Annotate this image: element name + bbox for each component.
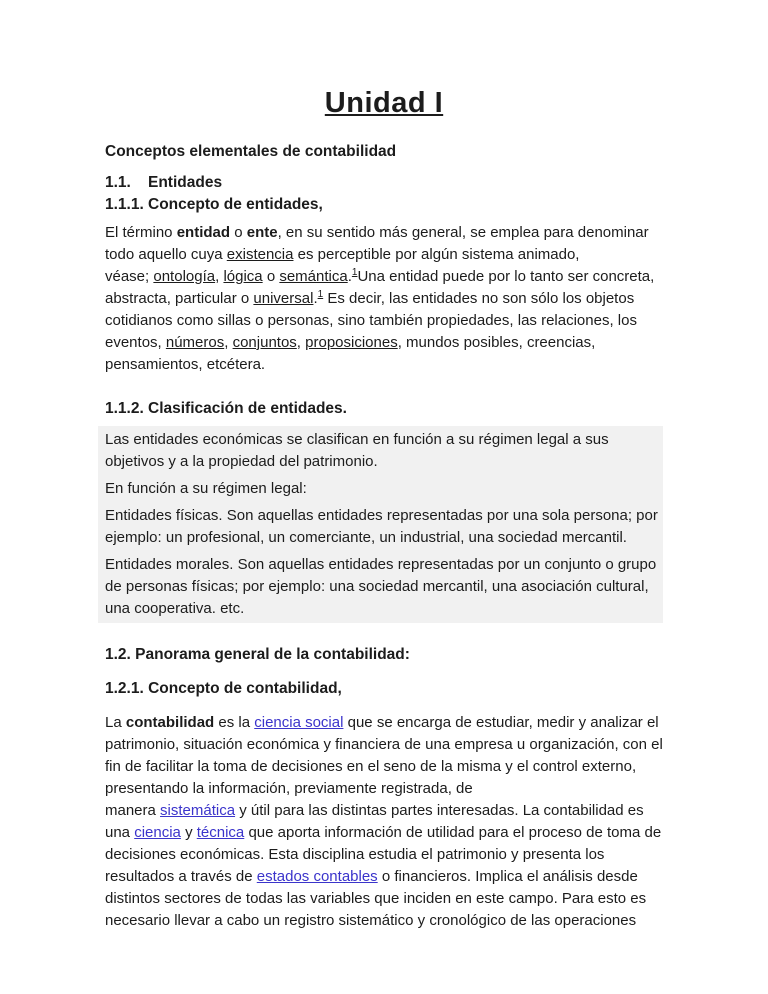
text-run: es perceptible por algún sistema animado, — [293, 246, 580, 263]
text-run: ontología — [153, 268, 216, 285]
text-run: universal — [253, 290, 314, 307]
footnote-marker: 1 — [317, 289, 324, 300]
highlight-paragraph-clasificacion — [105, 429, 663, 473]
text-run: entidad — [176, 224, 231, 241]
text-run: , — [224, 334, 233, 351]
text-run: 1.1.2. — [105, 400, 144, 417]
text-run: ente — [246, 224, 278, 241]
text-run: . — [347, 268, 352, 285]
text-link[interactable]: técnica — [196, 824, 245, 841]
text-run: o — [262, 268, 280, 285]
text-link[interactable]: ciencia — [134, 824, 181, 841]
heading-1-1-entidades — [105, 172, 663, 194]
text-run: véase; — [105, 268, 154, 285]
text-run: que se encarga de estudiar, medir y analizar el patrimonio, situación económica y financiera de una empresa u organización, con el fin de facilitar la toma de decisiones en el seno de la misma y el control externo, presentando la información, previamente registrada, de — [105, 714, 663, 797]
text-run: , — [215, 268, 224, 285]
text-run: La — [105, 714, 126, 731]
text-link[interactable]: sistemática — [160, 802, 236, 819]
text-run: En función a su régimen legal: — [105, 480, 307, 497]
document-title — [105, 86, 663, 120]
highlight-paragraph-regimen-legal — [105, 478, 663, 500]
text-run: Es decir, las entidades no son sólo los objetos cotidianos como sillas o personas, sino también propiedades, las relaciones, los eventos, — [105, 290, 637, 351]
text-run: y útil para las distintas partes interesadas. La contabilidad es una — [105, 802, 644, 841]
text-run: conjuntos — [232, 334, 297, 351]
text-run: existencia — [226, 246, 294, 263]
text-link[interactable]: estados contables — [256, 868, 378, 885]
heading-1-1-1-concepto-de-entidades — [105, 194, 663, 216]
text-run: lógica — [223, 268, 263, 285]
text-run: Clasificación de entidades. — [148, 400, 347, 417]
text-run: y — [180, 824, 197, 841]
paragraph-concepto-contabilidad — [105, 712, 663, 932]
text-run: que aporta información de utilidad para el proceso de toma de decisiones económicas. Esta disciplina estudia el patrimonio y presenta los resultados a través de — [105, 824, 662, 885]
text-run: , en su sentido más general, se emplea para denominar todo aquello cuya — [105, 224, 649, 263]
text-run: El término — [105, 224, 177, 241]
text-run: 1.2.1. Concepto de contabilidad, — [105, 680, 342, 697]
text-run: , mundos posibles, creencias, pensamientos, etcétera. — [105, 334, 596, 373]
paragraph-concepto-entidades — [105, 222, 663, 376]
text-run: Entidades morales. Son aquellas entidades representadas por un conjunto o grupo de personas físicas; por ejemplo: una sociedad mercantil, una asociación cultural, una cooperativa. etc. — [105, 556, 657, 617]
highlight-paragraph-entidades-fisicas — [105, 505, 663, 549]
text-run: o — [230, 224, 247, 241]
heading-1-2-1-concepto-contabilidad — [105, 678, 663, 700]
heading-1-1-2-clasificacion — [105, 398, 663, 420]
text-run: 1.1. — [105, 174, 131, 191]
text-run: Entidades — [148, 174, 223, 191]
text-run: , — [296, 334, 306, 351]
highlight-paragraph-entidades-morales — [105, 554, 663, 620]
text-run: o financieros. Implica el análisis desde distintos sectores de todas las variables que inciden en este campo. Para esto es necesario llevar a cabo un registro sistemático y cronológico de las operaciones — [105, 868, 647, 929]
footnote-marker: 1 — [351, 267, 358, 278]
text-run: . — [313, 290, 318, 307]
heading-1-2-panorama — [105, 644, 663, 666]
highlighted-block — [98, 426, 663, 623]
text-run: semántica — [279, 268, 348, 285]
text-run: Las entidades económicas se clasifican en función a su régimen legal a sus objetivos y a la propiedad del patrimonio. — [105, 431, 609, 470]
text-run: Una entidad puede por lo tanto ser concreta, abstracta, particular o — [105, 268, 655, 307]
text-run: es la — [214, 714, 255, 731]
text-run: Concepto de entidades, — [148, 196, 323, 213]
heading-conceptos-elementales — [105, 141, 663, 163]
text-run: Unidad I — [324, 87, 444, 119]
text-run: manera — [105, 802, 161, 819]
text-run: 1.1.1. — [105, 196, 144, 213]
text-link[interactable]: ciencia social — [254, 714, 344, 731]
text-run: proposiciones — [305, 334, 398, 351]
text-run: Conceptos elementales de contabilidad — [105, 143, 397, 160]
text-run: Entidades físicas. Son aquellas entidades representadas por una sola persona; por ejemplo: un profesional, un comerciante, un industrial, una sociedad mercantil. — [105, 507, 658, 546]
text-run: contabilidad — [125, 714, 215, 731]
text-run: números — [165, 334, 225, 351]
text-run: 1.2. Panorama general de la contabilidad: — [105, 646, 410, 663]
